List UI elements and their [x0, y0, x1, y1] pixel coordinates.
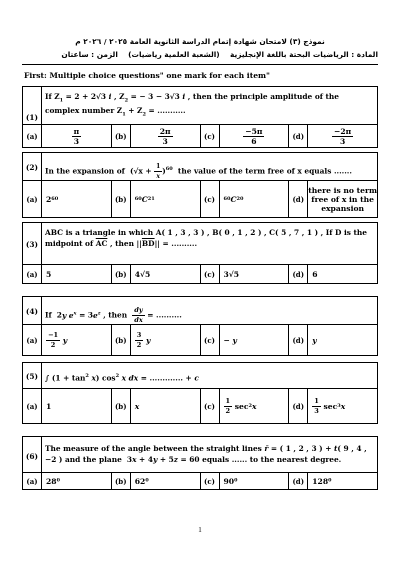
option-b[interactable]: (b) 62⁰ — [112, 473, 201, 489]
branch-label: (الشعبة العلمية رياضيات) — [128, 50, 220, 59]
option-d[interactable]: (d) there is no term free of x in the expansion — [289, 181, 377, 217]
option-c[interactable]: (c) 3√5 — [201, 265, 290, 283]
time-label: الزمن : ساعتان — [61, 50, 118, 59]
option-b[interactable]: (b) 60 C 21 — [112, 181, 201, 217]
question-number: (3) — [23, 223, 42, 265]
question-stem: ABC is a triangle in which A( 1 , 3 , 3 ) , B( 0 , 1 , 2 ) , C( 5 , 7 , 1 ) , If D is the midpoint of $\overline{AC}$ , then $||\overline{BD}||$ = .......... — [45, 228, 368, 248]
option-b[interactable]: (b) x — [112, 389, 201, 423]
option-c[interactable]: (c) 90⁰ — [201, 473, 290, 489]
question-number: (6) — [23, 437, 42, 475]
question-number: (5) — [23, 363, 42, 389]
question-stem: The measure of the angle between the straight lines r̄ = ( 1 , 2 , 3 ) + t( 9 , 4 , −2 ) and the plane 3x + 4y + 5z = 60 equals ...... to the nearest degree. — [45, 444, 367, 464]
exam-subheader — [22, 50, 378, 59]
page-number: 1 — [198, 526, 202, 534]
option-c[interactable]: (c) $\frac{-5\pi}{6}$ — [201, 125, 290, 147]
options-row — [23, 264, 377, 283]
question-number: (2) — [23, 153, 42, 181]
question-stem: If 2y $e^x = 3e^z$ , then $\frac{dy}{dx}$ = .......... — [45, 306, 182, 324]
question-5 — [22, 362, 378, 424]
option-c[interactable]: (c) $\frac{1}{2}$ sec 2 x — [201, 389, 290, 423]
option-a[interactable]: (a) $\frac{-1}{2}$ y — [23, 325, 112, 355]
option-a[interactable]: (a) 1 — [23, 389, 112, 423]
option-b[interactable]: (b) 4√5 — [112, 265, 201, 283]
option-d[interactable]: (d) $\frac{1}{3}$ sec 3 x — [289, 389, 377, 423]
question-stem: ∫ $(1 + \tan^2 x)$ $\cos^2 x$ dx = ............. + c — [45, 373, 199, 383]
question-stem: If $Z_1 = 2 + 2√3$ i , $Z_2$ = − 3 − 3√3 i , then the principle amplitude of the complex number $Z_1 + Z_2$ = ........... — [45, 92, 339, 118]
option-d[interactable]: (d) y — [289, 325, 377, 355]
option-a[interactable]: (a) 5 — [23, 265, 112, 283]
question-1 — [22, 86, 378, 148]
option-a[interactable]: (a) 2 60 — [23, 181, 112, 217]
option-d[interactable]: (d) 6 — [289, 265, 377, 283]
section-heading: First: Multiple choice questions" one mark for each item" — [24, 71, 271, 80]
option-a[interactable]: (a) $\frac{\pi}{3}$ — [23, 125, 112, 147]
question-6 — [22, 436, 378, 490]
subject-label: المادة : الرياضيات البحتة باللغة الإنجليزية — [229, 50, 378, 59]
option-d[interactable]: (d) $\frac{-2\pi}{3}$ — [289, 125, 377, 147]
option-d[interactable]: (d) 128⁰ — [289, 473, 377, 489]
options-row — [23, 388, 377, 423]
option-b[interactable]: (b) $\frac{2\pi}{3}$ — [112, 125, 201, 147]
options-row — [23, 472, 377, 489]
question-number: (1) — [23, 87, 42, 147]
question-4 — [22, 296, 378, 356]
option-c[interactable]: (c) 60 C 20 — [201, 181, 290, 217]
question-number: (4) — [23, 297, 42, 325]
question-2 — [22, 152, 378, 218]
options-row — [23, 180, 377, 217]
option-b[interactable]: (b) $\frac{3}{2}$ y — [112, 325, 201, 355]
exam-title: نموذج (٣) لامتحان شهادة إتمام الدراسة الثانوية العامة ٢٠٢٥ / ٢٠٢٦ م — [75, 37, 325, 46]
question-3 — [22, 222, 378, 284]
options-row — [23, 324, 377, 355]
options-row — [23, 124, 377, 147]
question-stem: In the expansion of (√x + $\frac{1}{x}$ )$^{60}$ the value of the term free of x equals ....... — [45, 163, 352, 180]
header-divider — [22, 64, 378, 65]
option-c[interactable]: (c) − y — [201, 325, 290, 355]
option-a[interactable]: (a) 28⁰ — [23, 473, 112, 489]
